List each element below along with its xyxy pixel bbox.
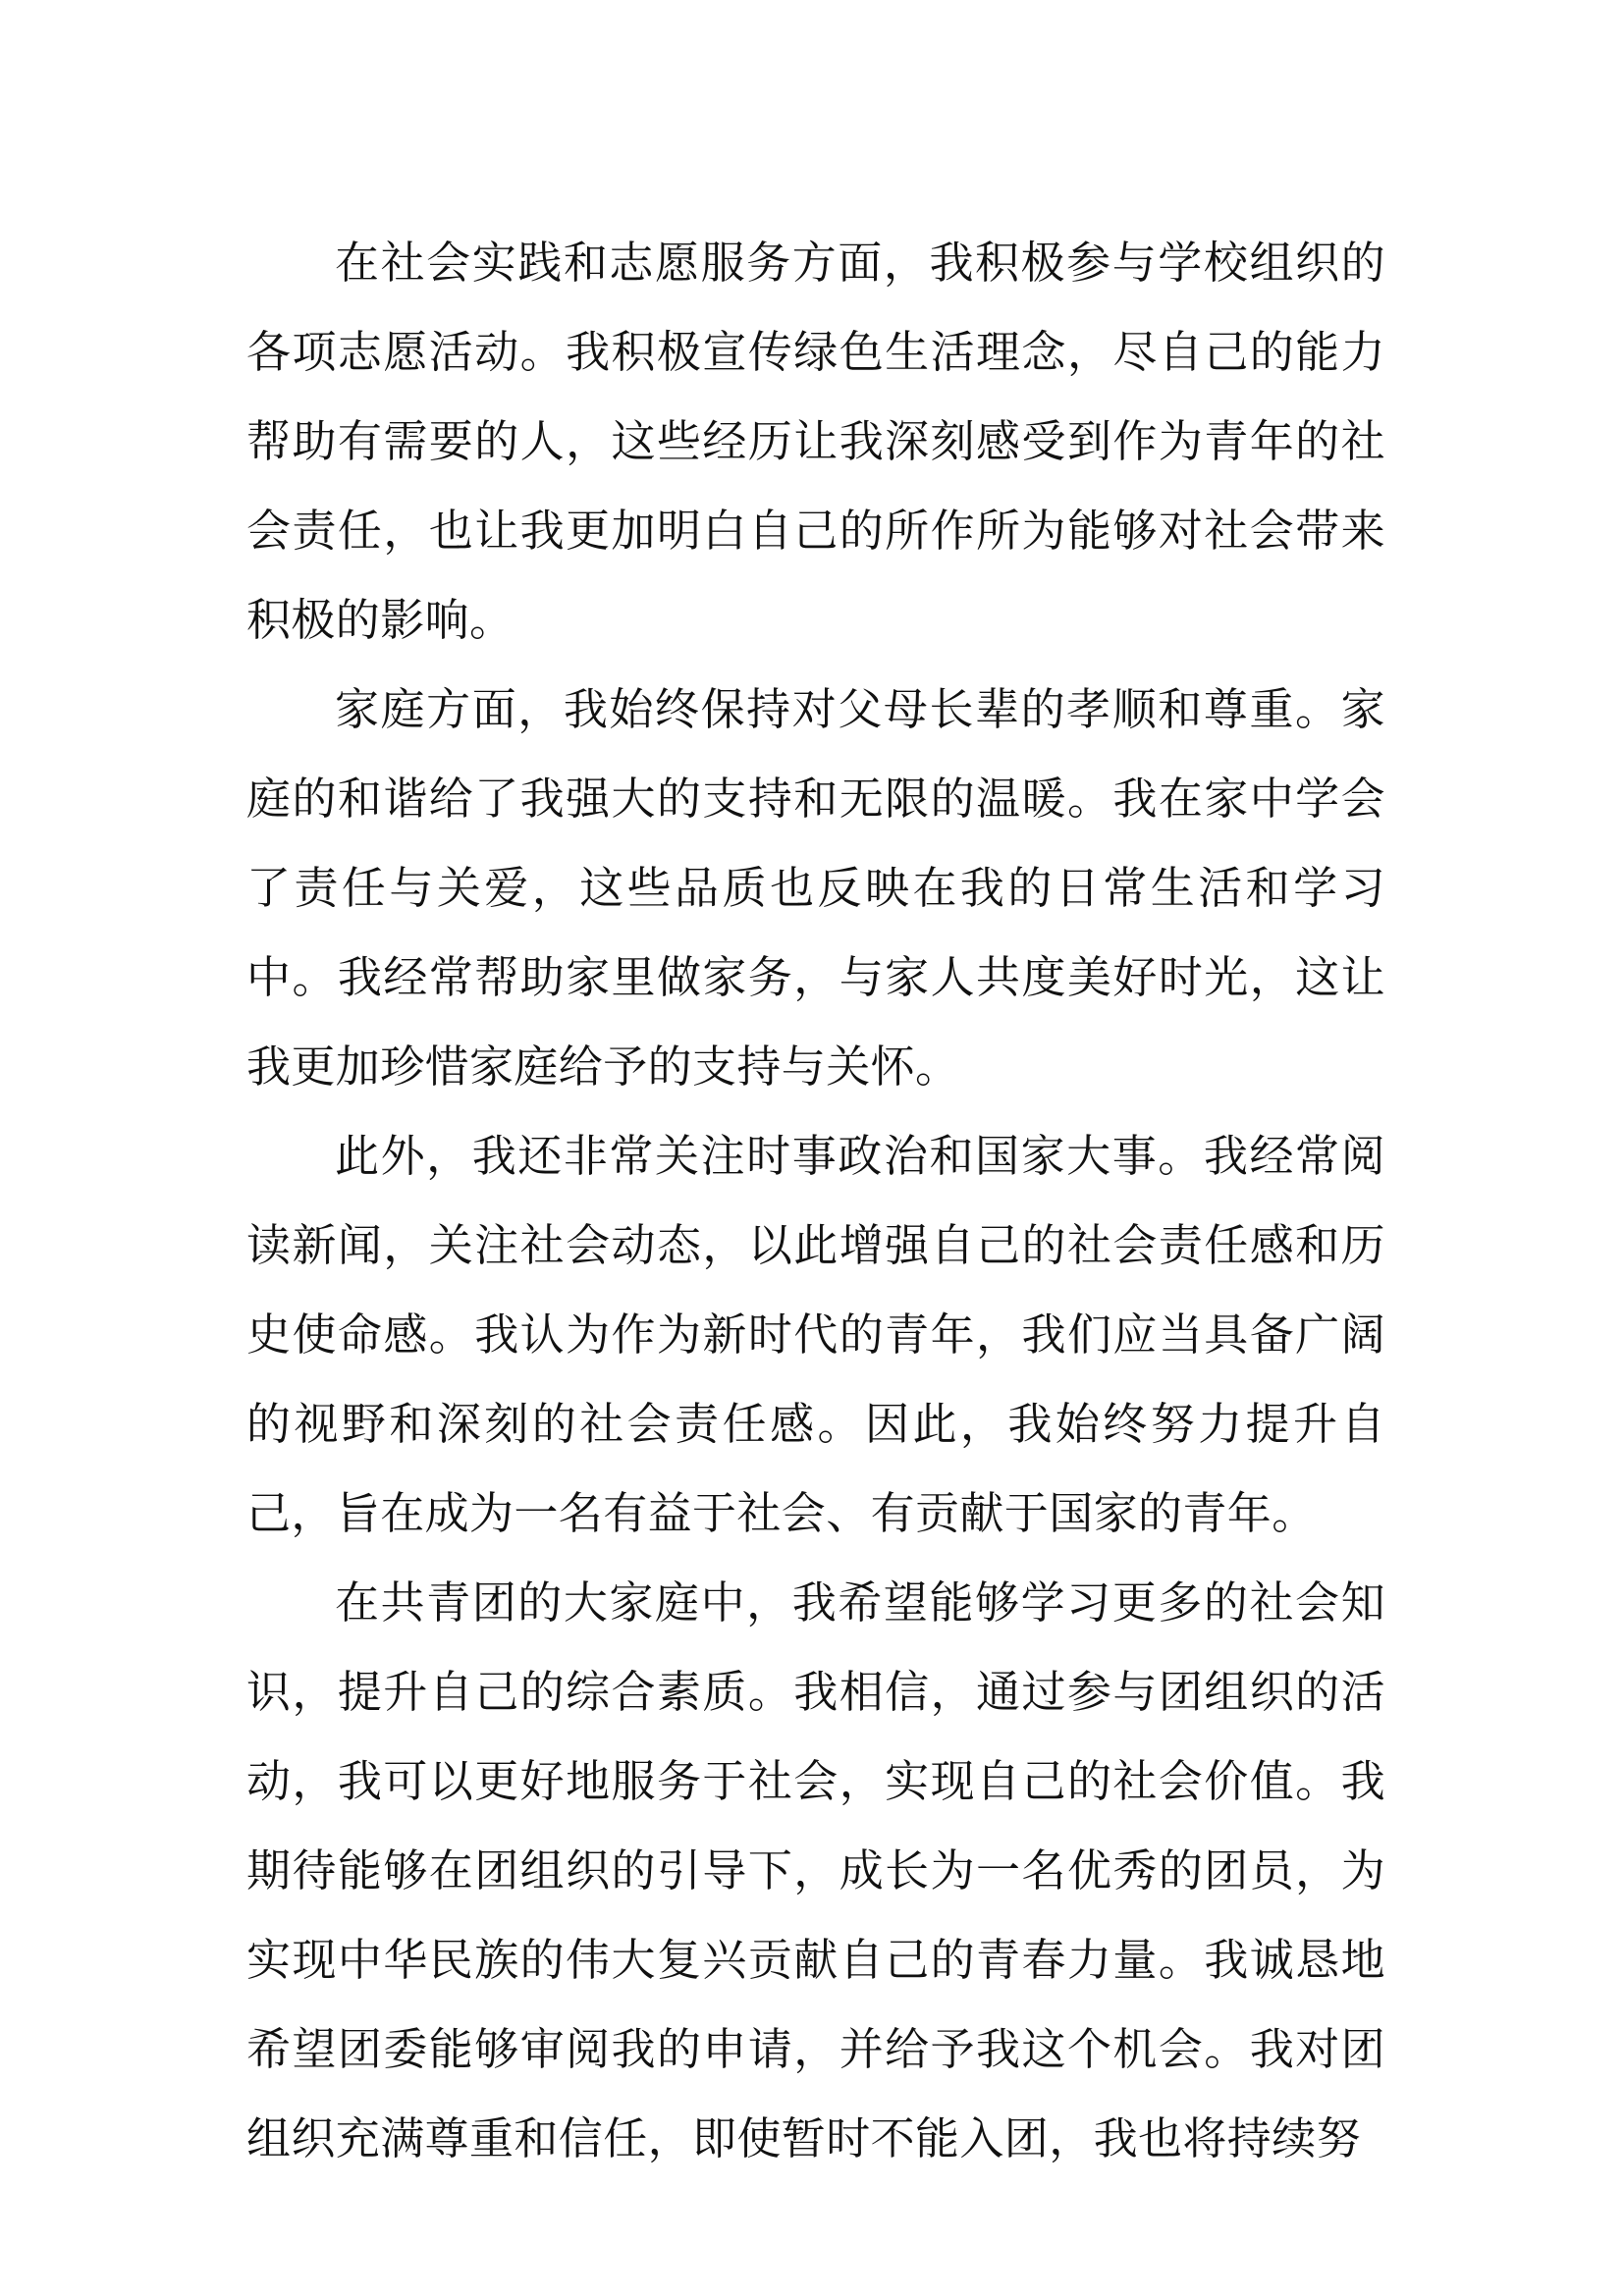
paragraph-volunteer-service: 在社会实践和志愿服务方面，我积极参与学校组织的各项志愿活动。我积极宣传绿色生活理念，尽自己的能力帮助有需要的人，这些经历让我深刻感受到作为青年的社会责任，也让我更加明白自己的所作所为能够对社会带来积极的影响。 — [246, 237, 1385, 646]
paragraph-family: 家庭方面，我始终保持对父母长辈的孝顺和尊重。家庭的和谐给了我强大的支持和无限的温暖。我在家中学会了责任与关爱，这些品质也反映在我的日常生活和学习中。我经常帮助家里做家务，与家人共度美好时光，这让我更加珍惜家庭给予的支持与关怀。 — [246, 683, 1385, 1093]
document-body — [246, 218, 1385, 2183]
paragraph-current-affairs: 此外，我还非常关注时事政治和国家大事。我经常阅读新闻，关注社会动态，以此增强自己的社会责任感和历史使命感。我认为作为新时代的青年，我们应当具备广阔的视野和深刻的社会责任感。因此，我始终努力提升自己，旨在成为一名有益于社会、有贡献于国家的青年。 — [246, 1130, 1385, 1539]
paragraph-league-aspiration: 在共青团的大家庭中，我希望能够学习更多的社会知识，提升自己的综合素质。我相信，通过参与团组织的活动，我可以更好地服务于社会，实现自己的社会价值。我期待能够在团组织的引导下，成长为一名优秀的团员，为实现中华民族的伟大复兴贡献自己的青春力量。我诚恳地希望团委能够审阅我的申请，并给予我这个机会。我对团组织充满尊重和信任，即使暂时不能入团，我也将持续努 — [246, 1576, 1385, 2164]
